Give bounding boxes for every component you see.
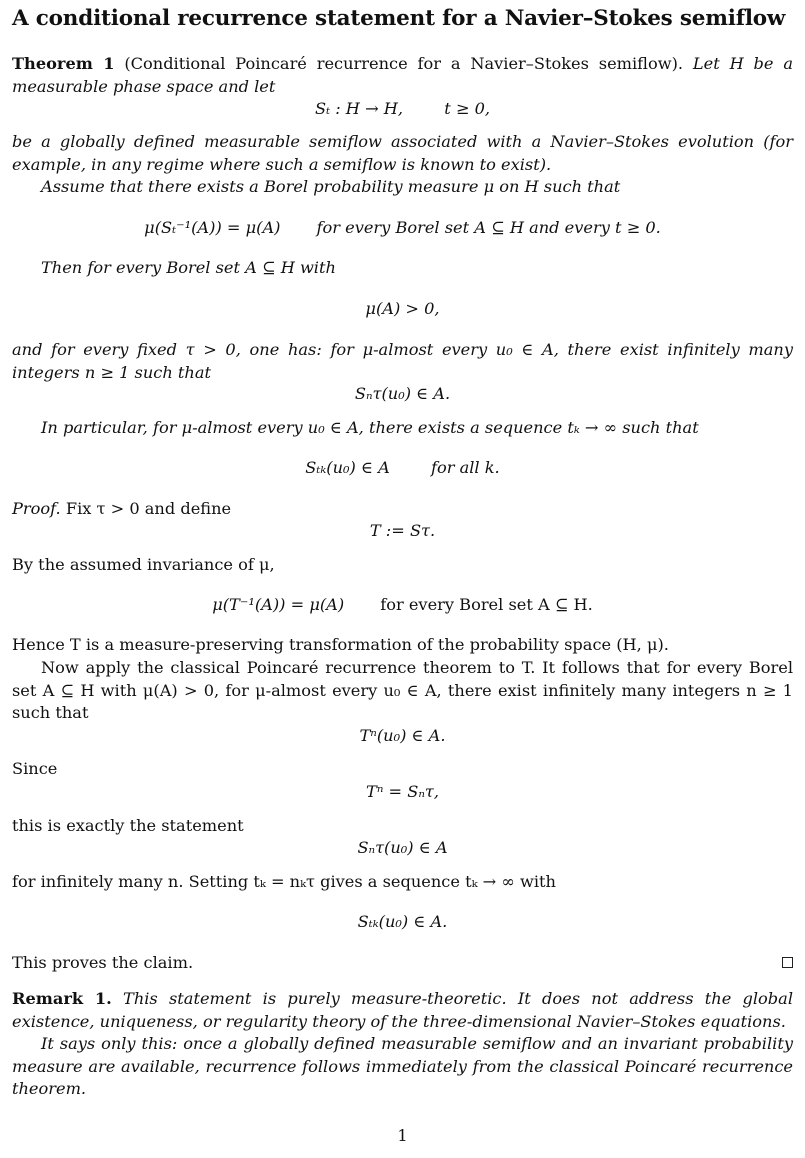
theorem-eq5-right: for all k. [430,458,500,477]
remark-label: Remark 1. [12,989,112,1008]
theorem-eq5 [12,457,793,480]
remark-p1: This statement is purely measure-theoretic. It does not address the global existence, uniqueness, or regularity theory of the three-dimensional Navier–Stokes equations. [12,989,793,1031]
theorem-name: (Conditional Poincaré recurrence for a Navier–Stokes semiflow). [124,54,684,73]
proof-p4: Now apply the classical Poincaré recurrence theorem to T. It follows that for every Borel set A ⊆ H with μ(A) > 0, for μ-almost every u₀ ∈ A, there exist infinitely many integers n ≥ 1 such that [12,658,793,722]
theorem-eq4: Sₙτ(u₀) ∈ A. [354,384,451,403]
proof-intro [12,498,793,521]
remark-p2: It says only this: once a globally defined measurable semiflow and an invariant probability measure are available, recurrence follows immediately from the classical Poincaré recurrence theorem. [12,1034,793,1098]
theorem-eq2-left: μ(Sₜ⁻¹(A)) = μ(A) [144,218,281,237]
qed-square-icon [782,957,793,968]
theorem-eq2 [12,217,793,240]
proof-eq6: Sₜₖ(u₀) ∈ A. [357,912,448,931]
theorem-p6: In particular, for μ-almost every u₀ ∈ A, there exists a sequence tₖ → ∞ such that [41,418,699,437]
theorem-intro [12,53,793,98]
proof-eq1: T := Sτ. [369,521,436,540]
proof-p6: this is exactly the statement [12,816,244,835]
proof-eq2-right: for every Borel set A ⊆ H. [380,595,593,614]
proof-p3: Hence T is a measure-preserving transformation of the probability space (H, μ). [12,635,669,654]
proof-eq5: Sₙτ(u₀) ∈ A [357,838,448,857]
proof-eq2-left: μ(T⁻¹(A)) = μ(A) [212,595,345,614]
theorem-eq1: Sₜ : H → H, t ≥ 0, [314,99,491,118]
proof-eq4: Tⁿ = Sₙτ, [366,782,439,801]
theorem-eq3: μ(A) > 0, [365,299,440,318]
page-number: 1 [397,1126,408,1145]
theorem-p1: Let H be a measurable phase space and let [12,54,793,96]
proof-p7: for infinitely many n. Setting tₖ = nₖτ gives a sequence tₖ → ∞ with [12,872,556,891]
proof-eq3: Tⁿ(u₀) ∈ A. [359,726,446,745]
proof-label: Proof. [12,499,61,518]
theorem-label: Theorem 1 [12,54,115,73]
proof-p5: Since [12,759,58,778]
proof-eq2 [12,594,793,617]
theorem-eq5-left: Sₜₖ(u₀) ∈ A [305,458,390,477]
theorem-p2: be a globally defined measurable semiflow associated with a Navier–Stokes evolution (for example, in any regime where such a semiflow is known to exist). [12,132,793,174]
proof-p1: Fix τ > 0 and define [65,499,232,518]
theorem-p5: and for every fixed τ > 0, one has: for μ-almost every u₀ ∈ A, there exist infinitely many integers n ≥ 1 such that [12,340,793,382]
theorem-p4: Then for every Borel set A ⊆ H with [41,258,336,277]
proof-p2: By the assumed invariance of μ, [12,555,275,574]
theorem-eq2-right: for every Borel set A ⊆ H and every t ≥ 0. [316,218,661,237]
proof-p8: This proves the claim. [12,953,194,972]
theorem-p3: Assume that there exists a Borel probability measure μ on H such that [41,177,621,196]
page-title: A conditional recurrence statement for a Navier–Stokes semiflow [12,6,786,31]
remark-p1-wrap [12,988,793,1033]
